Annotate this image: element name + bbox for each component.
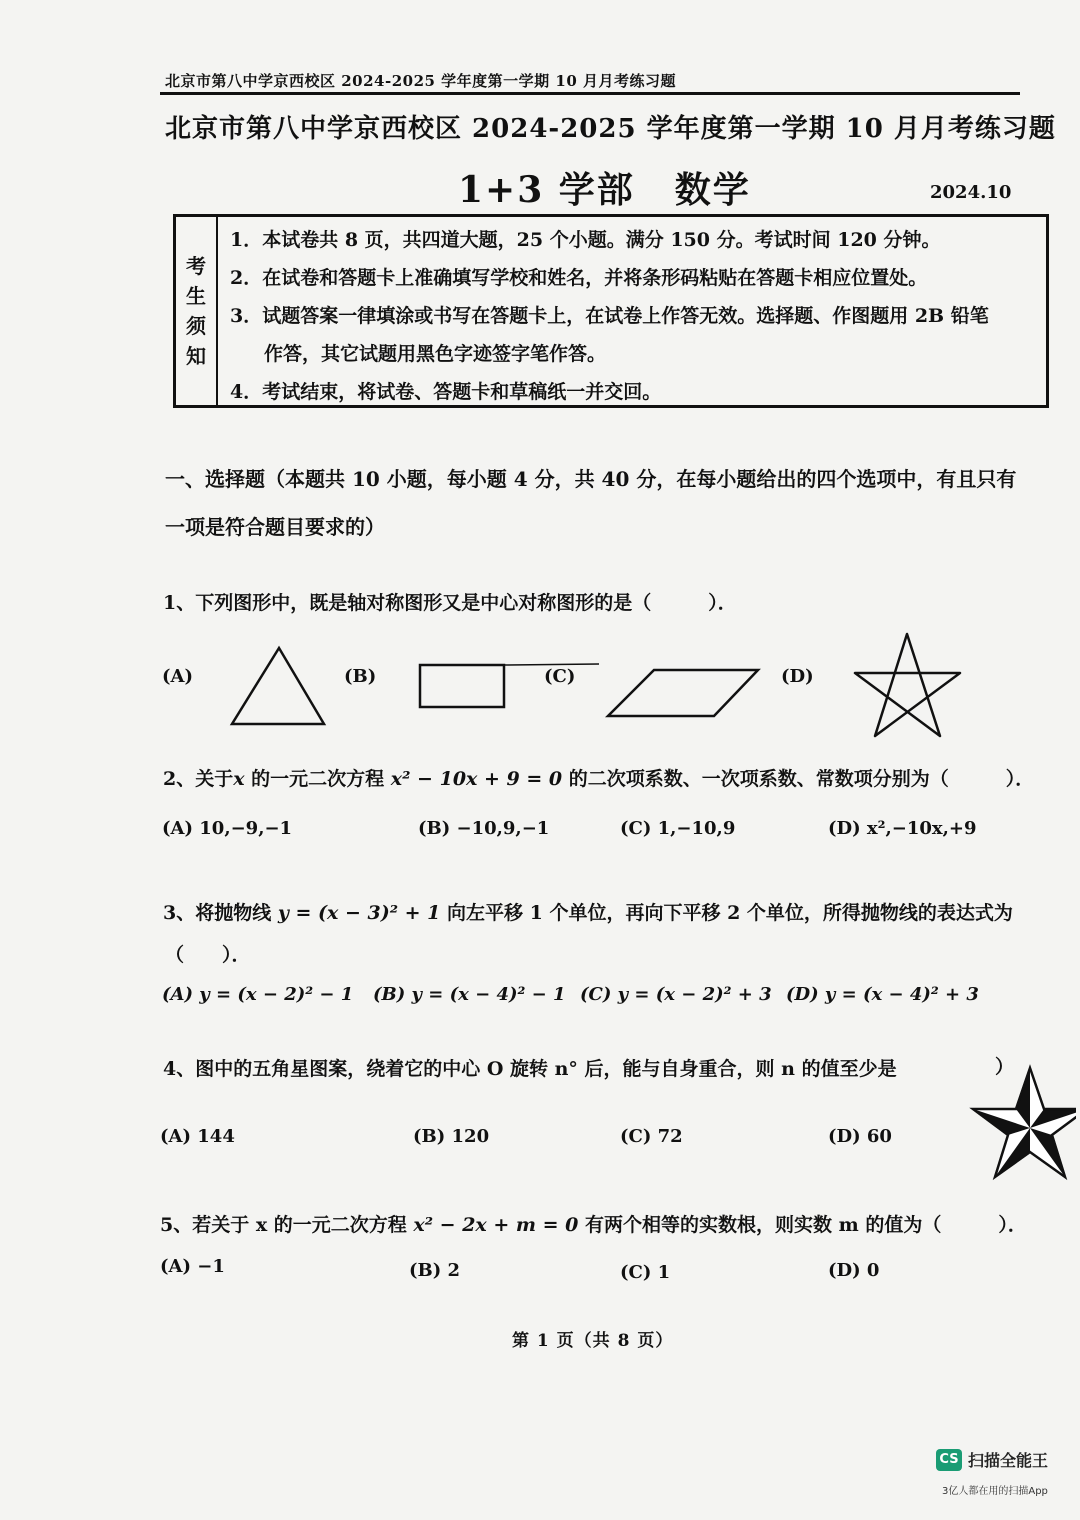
notice-side-char: 须	[186, 314, 206, 338]
camscanner-logo-icon: CS	[936, 1449, 962, 1471]
pentagram-figure	[850, 630, 968, 742]
parallelogram-figure	[604, 664, 764, 720]
q5-option-b: (B) 2	[409, 1260, 461, 1281]
q3-suffix: 向左平移 1 个单位，再向下平移 2 个单位，所得抛物线的表达式为	[440, 902, 1013, 924]
question-2-stem	[163, 764, 1034, 791]
q5-option-c: (C) 1	[620, 1262, 671, 1283]
q4-option-d: (D) 60	[828, 1126, 892, 1147]
candidate-notice-box	[173, 214, 1049, 408]
q4-close-paren: ）	[995, 1056, 1015, 1078]
q1-option-c-label: (C)	[544, 666, 576, 687]
q2-suffix: 的二次项系数、一次项系数、常数项分别为（ ）．	[562, 768, 1035, 790]
question-1-stem: 1、下列图形中，既是轴对称图形又是中心对称图形的是（ ）．	[163, 592, 737, 614]
q4-option-a: (A) 144	[160, 1126, 235, 1147]
subject-department: 1+3 学部	[458, 169, 635, 211]
q3-equation: y = (x − 3)² + 1	[277, 902, 441, 924]
triangle-figure	[228, 644, 330, 728]
q1-option-d-label: (D)	[781, 666, 814, 687]
q2-option-a: (A) 10,−9,−1	[162, 818, 293, 839]
section-heading: 一、选择题（本题共 10 小题，每小题 4 分，共 40 分，在每小题给出的四个选项中，有且只有一项是符合题目要求的）	[165, 467, 1017, 539]
notice-item: 3．试题答案一律填涂或书写在答题卡上，在试卷上作答无效。选择题、作图题用 2B 铅笔	[230, 305, 989, 327]
question-3-stem	[163, 898, 1013, 925]
q3-option-d: (D) y = (x − 4)² + 3	[786, 984, 979, 1005]
q1-option-b-label: (B)	[344, 666, 377, 687]
q3-option-c: (C) y = (x − 2)² + 3	[580, 984, 772, 1005]
q2-equation: x² − 10x + 9 = 0	[390, 768, 563, 790]
notice-side-char: 考	[186, 254, 206, 278]
notice-list	[230, 223, 989, 413]
notice-item: 2．在试卷和答题卡上准确填写学校和姓名，并将条形码粘贴在答题卡相应位置处。	[230, 267, 928, 289]
notice-side-char: 知	[186, 344, 206, 368]
q1-option-a-label: (A)	[162, 666, 193, 687]
notice-side-label	[176, 217, 218, 405]
notice-side-char: 生	[186, 284, 206, 308]
subject-title	[458, 162, 751, 213]
q4-option-b: (B) 120	[413, 1126, 490, 1147]
q2-mid: 的一元二次方程	[244, 768, 391, 790]
q2-option-b: (B) −10,9,−1	[418, 818, 550, 839]
subject-name: 数学	[674, 169, 751, 211]
q2-variable: x	[233, 768, 245, 790]
q4-option-c: (C) 72	[620, 1126, 683, 1147]
q5-option-d: (D) 0	[828, 1260, 880, 1281]
notice-item: 4．考试结束，将试卷、答题卡和草稿纸一并交回。	[230, 381, 662, 403]
question-3-blank: （ ）．	[165, 944, 251, 966]
scanner-watermark	[936, 1448, 1048, 1471]
page-number: 第 1 页（共 8 页）	[512, 1331, 674, 1351]
notice-item: 作答，其它试题用黑色字迹签字笔作答。	[264, 343, 607, 365]
exam-title: 北京市第八中学京西校区 2024-2025 学年度第一学期 10 月月考练习题	[165, 114, 1056, 144]
question-4-stem: 4、图中的五角星图案，绕着它的中心 O 旋转 n° 后，能与自身重合，则 n 的值至少是	[163, 1058, 897, 1080]
watermark-app-name: 扫描全能王	[968, 1451, 1049, 1470]
watermark-tagline: 3亿人都在用的扫描App	[942, 1486, 1048, 1497]
q2-option-c: (C) 1,−10,9	[620, 818, 736, 839]
exam-date: 2024.10	[930, 182, 1012, 203]
q2-option-d: (D) x²,−10x,+9	[828, 818, 977, 839]
q5-prefix: 5、若关于 x 的一元二次方程	[160, 1214, 414, 1236]
q3-option-a: (A) y = (x − 2)² − 1	[162, 984, 354, 1005]
running-header: 北京市第八中学京西校区 2024-2025 学年度第一学期 10 月月考练习题	[165, 72, 676, 90]
question-5-stem	[160, 1210, 1027, 1237]
q5-equation: x² − 2x + m = 0	[413, 1214, 579, 1236]
notice-item: 1．本试卷共 8 页，共四道大题，25 个小题。满分 150 分。考试时间 120 分钟。	[230, 229, 941, 251]
header-rule	[160, 92, 1020, 95]
q3-option-b: (B) y = (x − 4)² − 1	[373, 984, 566, 1005]
q5-option-a: (A) −1	[160, 1256, 225, 1277]
q3-prefix: 3、将抛物线	[163, 902, 278, 924]
five-point-star-figure	[964, 1062, 1076, 1190]
q2-prefix: 2、关于	[163, 768, 234, 790]
q5-suffix: 有两个相等的实数根，则实数 m 的值为（ ）．	[578, 1214, 1027, 1236]
